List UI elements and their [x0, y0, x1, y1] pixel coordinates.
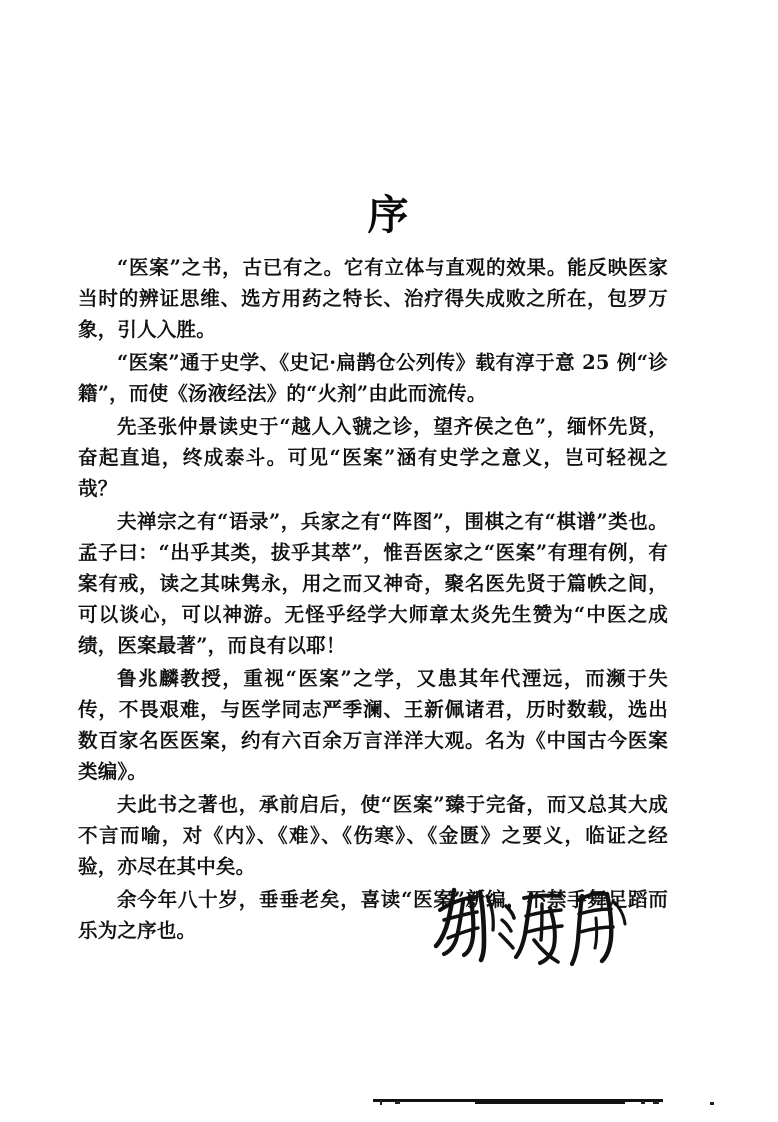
- paragraph: 余今年八十岁，垂垂老矣，喜读“医案”新编，不禁手舞足蹈而乐为之序也。: [78, 888, 668, 942]
- paragraph: 夫此书之著也，承前启后，使“医案”臻于完备，而又总其大成不言而喻，对《内》、《难》、《伤寒》、《金匮》之要义，临证之经验，亦尽在其中矣。: [78, 793, 668, 878]
- scan-artifact-speck: [710, 1102, 714, 1105]
- author-signature: [430, 876, 640, 972]
- signature-ink-glyph: [430, 876, 640, 972]
- paragraph: 夫禅宗之有“语录”，兵家之有“阵图”，围棋之有“棋谱”类也。孟子曰：“出乎其类，拔乎其萃”，惟吾医家之“医案”有理有例，有案有戒，读之其味隽永，用之而又神奇，聚名医先贤于篇帙之间，可以谈心，可以神游。无怪乎经学大师章太炎先生赞为“中医之成绩，医案最著”，而良有以耶！: [78, 510, 668, 657]
- scan-artifact-speck: [380, 1100, 382, 1105]
- scan-artifact-speck: [395, 1101, 400, 1104]
- preface-body: [78, 252, 668, 948]
- scan-artifact-line-thick: [475, 1100, 625, 1104]
- paragraph: “医案”之书，古已有之。它有立体与直观的效果。能反映医家当时的辨证思维、选方用药之特长、治疗得失成败之所在，包罗万象，引人入胜。: [78, 256, 668, 341]
- paragraph: 鲁兆麟教授，重视“医案”之学，又患其年代湮远，而濒于失传，不畏艰难，与医学同志严季澜、王新佩诸君，历时数载，选出数百家名医医案，约有六百余万言洋洋大观。名为《中国古今医案类编》。: [78, 667, 668, 783]
- paragraph: “医案”通于史学、《史记·扁鹊仓公列传》载有淳于意 25 例“诊籍”，而使《汤液经法》的“火剂”由此而流传。: [78, 351, 668, 405]
- scan-artifact-speck: [653, 1101, 659, 1104]
- scan-artifact-speck: [641, 1101, 645, 1104]
- paragraph: 先圣张仲景读史于“越人入虢之诊，望齐侯之色”，缅怀先贤，奋起直追，终成泰斗。可见“医案”涵有史学之意义，岂可轻视之哉？: [78, 415, 668, 500]
- page-title: 序: [367, 191, 411, 240]
